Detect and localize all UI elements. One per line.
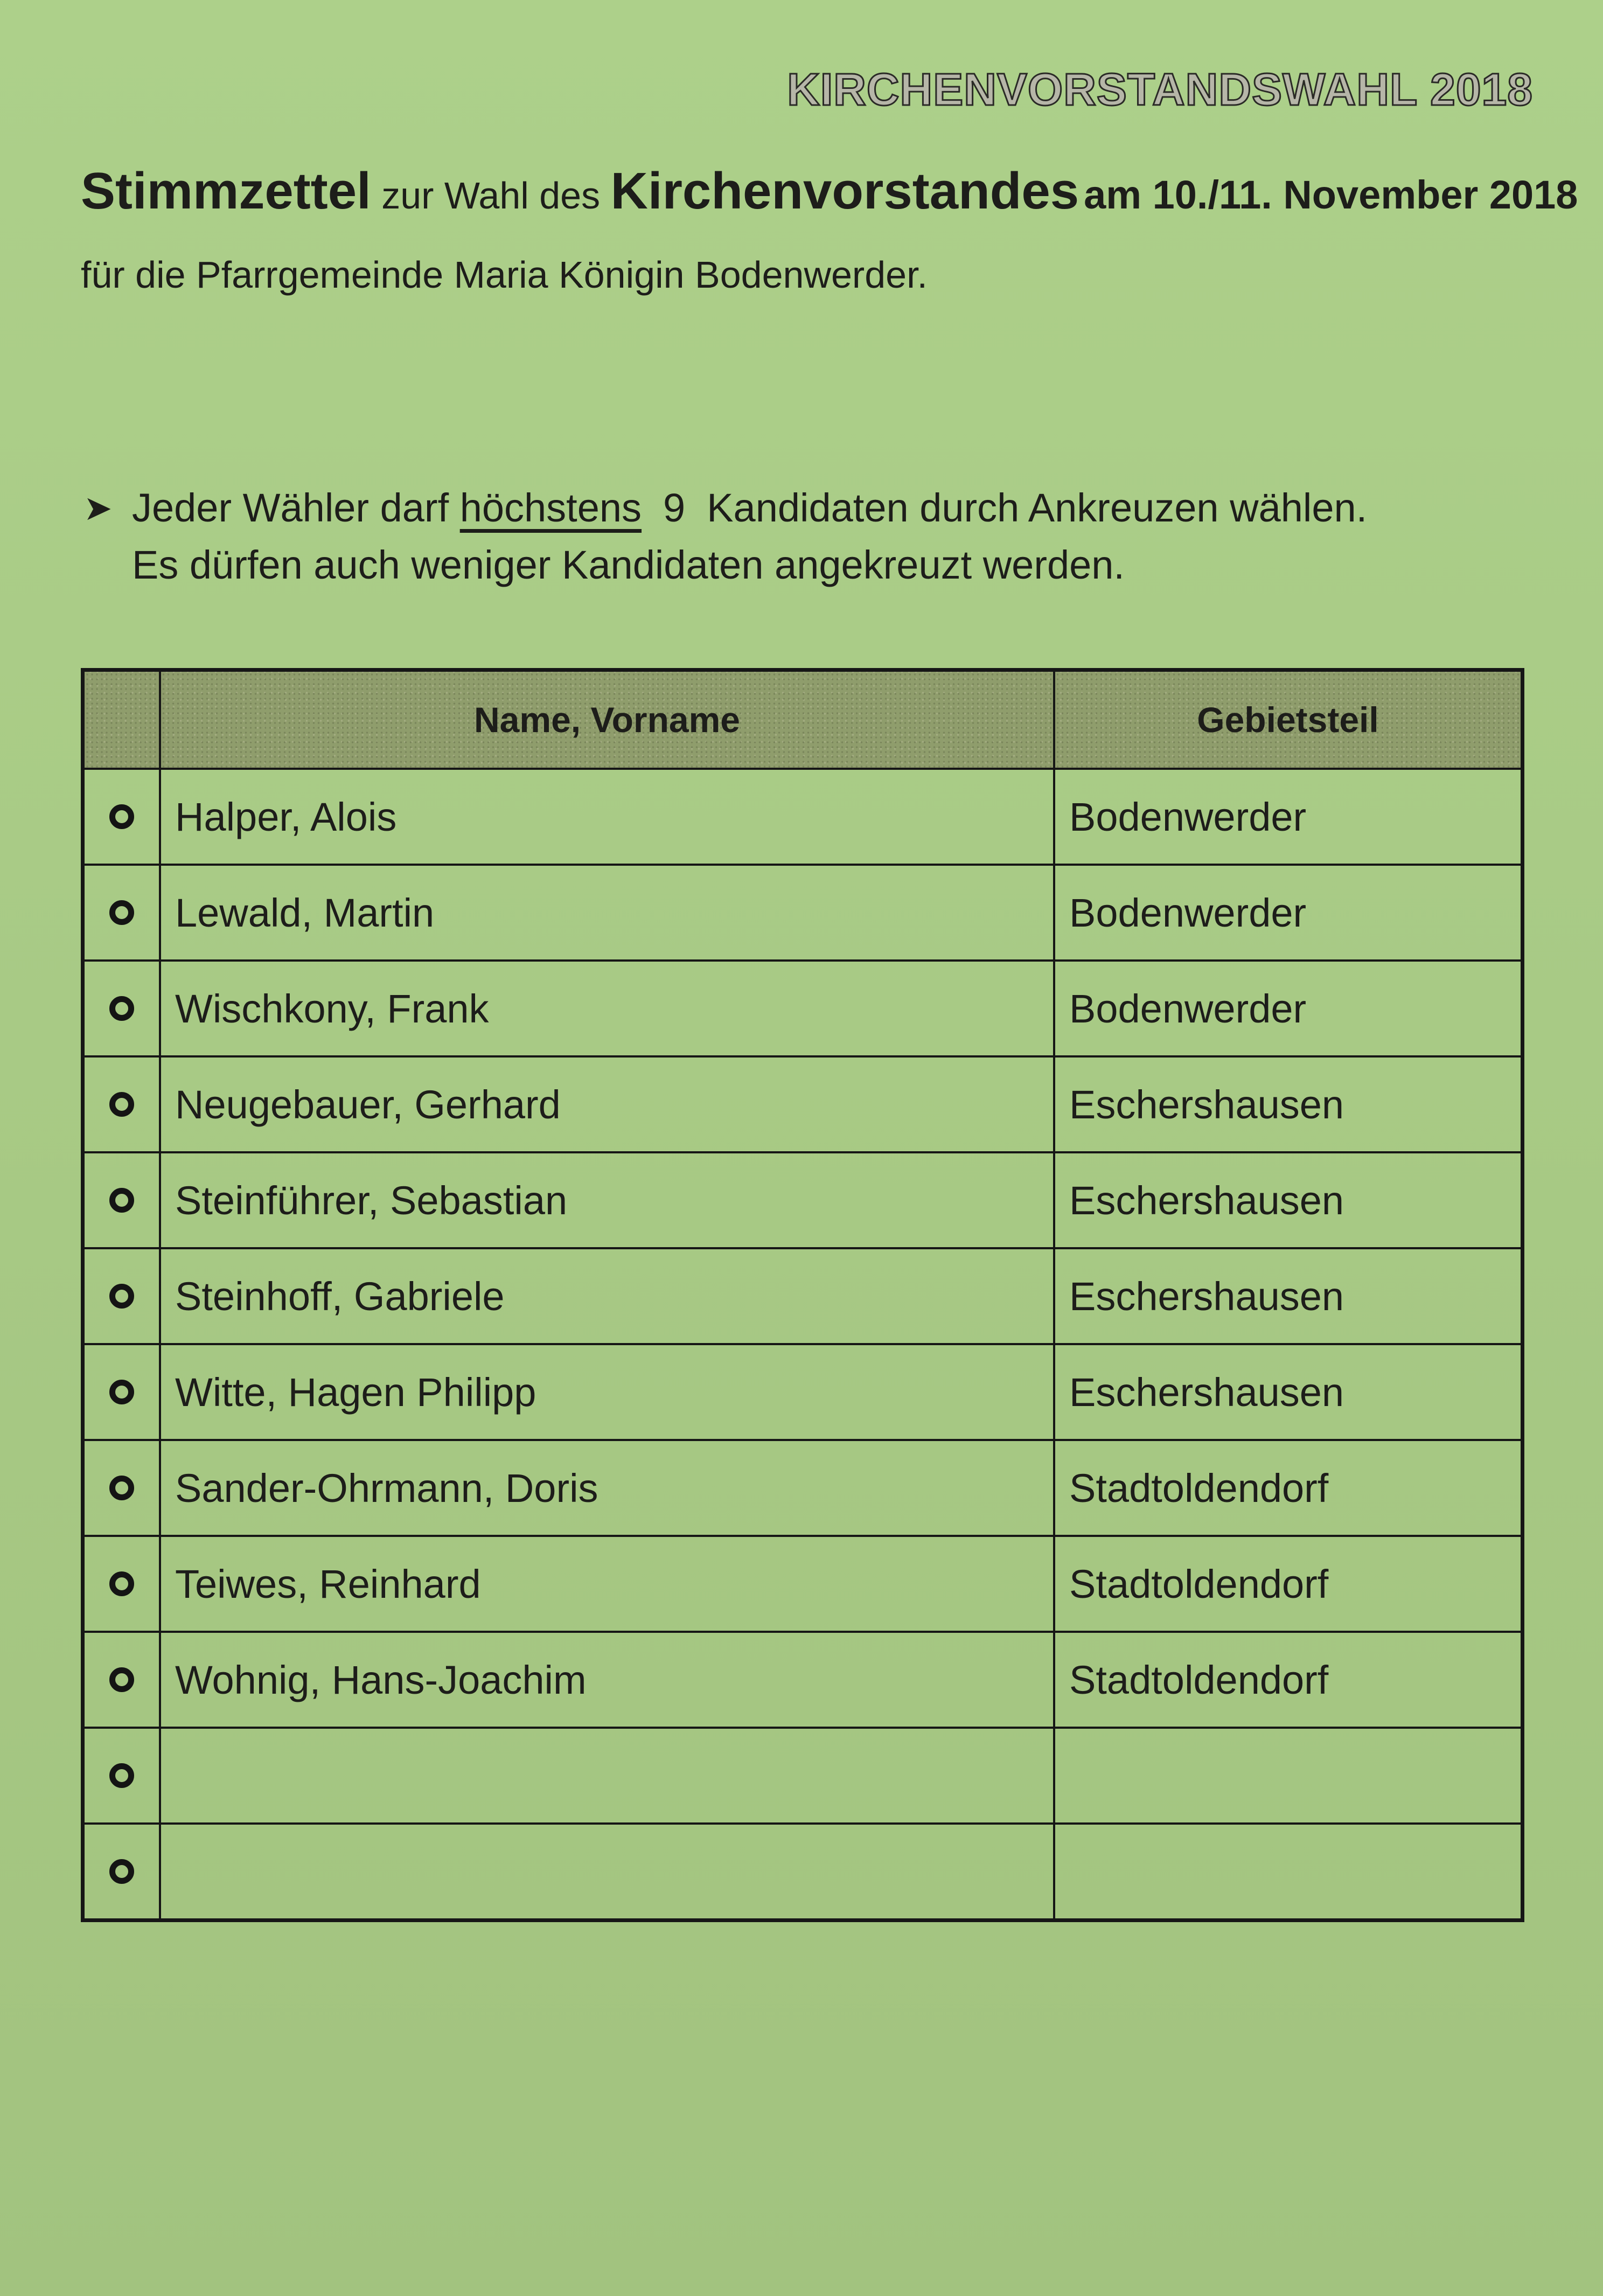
vote-mark-cell[interactable] xyxy=(83,1056,161,1152)
vote-circle-icon[interactable] xyxy=(109,1284,134,1309)
title-kirchenvorstandes: Kirchenvorstandes xyxy=(610,162,1079,220)
candidate-name: Steinhoff, Gabriele xyxy=(160,1248,1054,1344)
table-row xyxy=(83,769,1523,865)
candidate-area: Eschershausen xyxy=(1054,1056,1523,1152)
vote-mark-cell[interactable] xyxy=(83,1440,161,1536)
table-row xyxy=(83,1824,1523,1921)
table-row xyxy=(83,1152,1523,1248)
header-name: Name, Vorname xyxy=(160,670,1054,769)
candidate-area: Eschershausen xyxy=(1054,1248,1523,1344)
candidate-name: Lewald, Martin xyxy=(160,865,1054,961)
vote-mark-cell[interactable] xyxy=(83,961,161,1056)
table-row xyxy=(83,1536,1523,1632)
title-connector: zur Wahl des xyxy=(371,175,611,217)
vote-mark-cell[interactable] xyxy=(83,865,161,961)
instruction-line-2: Es dürfen auch weniger Kandidaten angekreuzt werden. xyxy=(132,542,1125,587)
vote-circle-icon[interactable] xyxy=(109,1859,134,1884)
candidate-name xyxy=(160,1728,1054,1824)
candidate-area: Bodenwerder xyxy=(1054,961,1523,1056)
voting-instructions xyxy=(83,479,1368,594)
title-date: am 10./11. November 2018 xyxy=(1084,172,1578,217)
vote-circle-icon[interactable] xyxy=(109,1571,134,1596)
table-row xyxy=(83,1248,1523,1344)
candidate-area xyxy=(1054,1728,1523,1824)
candidate-name: Wohnig, Hans-Joachim xyxy=(160,1632,1054,1728)
header-area: Gebietsteil xyxy=(1054,670,1523,769)
candidate-area xyxy=(1054,1824,1523,1921)
candidate-area: Stadtoldendorf xyxy=(1054,1536,1523,1632)
election-header-tag: KIRCHENVORSTANDSWAHL 2018 xyxy=(787,64,1533,115)
vote-circle-icon[interactable] xyxy=(109,804,134,829)
vote-mark-cell[interactable] xyxy=(83,1728,161,1824)
table-row xyxy=(83,865,1523,961)
candidate-name: Halper, Alois xyxy=(160,769,1054,865)
ballot-title xyxy=(81,162,1578,221)
vote-circle-icon[interactable] xyxy=(109,900,134,925)
candidate-area: Stadtoldendorf xyxy=(1054,1440,1523,1536)
candidate-name: Witte, Hagen Philipp xyxy=(160,1344,1054,1440)
candidate-name xyxy=(160,1824,1054,1921)
vote-circle-icon[interactable] xyxy=(109,996,134,1021)
vote-mark-cell[interactable] xyxy=(83,1248,161,1344)
candidate-name: Neugebauer, Gerhard xyxy=(160,1056,1054,1152)
vote-mark-cell[interactable] xyxy=(83,769,161,865)
vote-mark-cell[interactable] xyxy=(83,1344,161,1440)
table-row xyxy=(83,1632,1523,1728)
table-row xyxy=(83,1440,1523,1536)
vote-circle-icon[interactable] xyxy=(109,1092,134,1117)
vote-mark-cell[interactable] xyxy=(83,1152,161,1248)
candidate-table xyxy=(81,668,1524,1922)
candidate-name: Teiwes, Reinhard xyxy=(160,1536,1054,1632)
table-row xyxy=(83,1344,1523,1440)
parish-subtitle: für die Pfarrgemeinde Maria Königin Bodenwerder. xyxy=(81,254,928,296)
candidate-area: Bodenwerder xyxy=(1054,769,1523,865)
vote-mark-cell[interactable] xyxy=(83,1536,161,1632)
vote-circle-icon[interactable] xyxy=(109,1667,134,1692)
candidate-area: Eschershausen xyxy=(1054,1344,1523,1440)
vote-circle-icon[interactable] xyxy=(109,1476,134,1500)
candidate-name: Sander-Ohrmann, Doris xyxy=(160,1440,1054,1536)
candidate-name: Wischkony, Frank xyxy=(160,961,1054,1056)
table-row xyxy=(83,1728,1523,1824)
table-row xyxy=(83,1056,1523,1152)
vote-mark-cell[interactable] xyxy=(83,1824,161,1921)
vote-circle-icon[interactable] xyxy=(109,1763,134,1788)
candidate-area: Stadtoldendorf xyxy=(1054,1632,1523,1728)
table-row xyxy=(83,961,1523,1056)
table-header-row xyxy=(83,670,1523,769)
vote-circle-icon[interactable] xyxy=(109,1380,134,1404)
candidate-name: Steinführer, Sebastian xyxy=(160,1152,1054,1248)
vote-circle-icon[interactable] xyxy=(109,1188,134,1213)
vote-mark-cell[interactable] xyxy=(83,1632,161,1728)
candidate-area: Eschershausen xyxy=(1054,1152,1523,1248)
candidate-area: Bodenwerder xyxy=(1054,865,1523,961)
arrow-bullet-icon: ➤ xyxy=(83,489,113,527)
title-stimmzettel: Stimmzettel xyxy=(81,162,371,220)
instruction-line-1: Jeder Wähler darf höchstens 9 Kandidaten durch Ankreuzen wählen. xyxy=(132,479,1367,537)
header-mark-column xyxy=(83,670,161,769)
max-candidates-number: 9 xyxy=(663,485,686,530)
underlined-hoechstens: höchstens xyxy=(459,485,642,530)
